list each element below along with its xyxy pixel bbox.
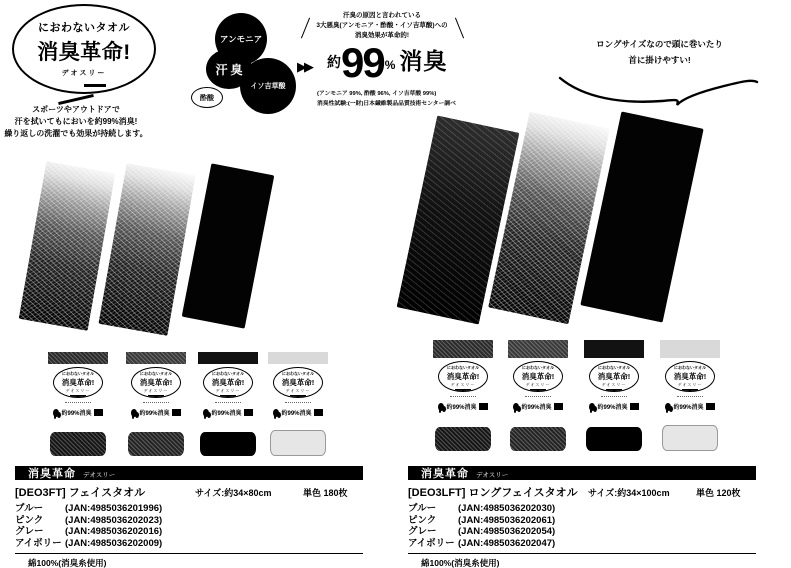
towel-photo-left-2 bbox=[98, 163, 195, 336]
color-jan: (JAN:4985036202009) bbox=[65, 537, 163, 549]
color-name: グレー bbox=[408, 526, 437, 538]
package-face-towel-ivory bbox=[268, 352, 328, 458]
package-dotted-rule bbox=[450, 396, 476, 397]
package-subtitle: デオスリー bbox=[677, 382, 703, 387]
product-band-title: 消臭革命 bbox=[421, 468, 469, 480]
headline-percent: % bbox=[384, 58, 396, 72]
package-dotted-rule bbox=[143, 402, 169, 403]
package-claim-text: 約99%消臭 bbox=[446, 405, 477, 411]
sweat-odor-circle: 汗臭 bbox=[206, 49, 252, 89]
package-claim bbox=[433, 402, 493, 411]
package-title: 消臭革命! bbox=[139, 378, 173, 387]
package-title: 消臭革命! bbox=[446, 372, 480, 381]
package-claim-text: 約99%消臭 bbox=[673, 405, 704, 411]
package-color-band bbox=[508, 340, 568, 358]
package-title: 消臭革命! bbox=[61, 378, 95, 387]
odor-circles-icon bbox=[513, 403, 519, 411]
package-color-band bbox=[126, 352, 186, 364]
package-claim-text: 約99%消臭 bbox=[597, 405, 628, 411]
package-logo-bubble bbox=[665, 361, 715, 392]
package-dotted-rule bbox=[65, 402, 91, 403]
package-towel-photo bbox=[270, 430, 326, 456]
long-size-note-line-2: 首に掛けやすい! bbox=[628, 55, 691, 66]
color-name: ブルー bbox=[408, 503, 437, 514]
color-jan: (JAN:4985036202047) bbox=[458, 537, 556, 549]
package-color-band bbox=[584, 340, 644, 358]
product-spec-row bbox=[408, 484, 756, 500]
color-name: アイボリー bbox=[15, 537, 62, 549]
product-size: サイズ:約34×100cm bbox=[588, 488, 670, 498]
test-note-line-1: (アンモニア 99%, 酢酸 96%, イソ吉草酸 99%) bbox=[317, 91, 437, 97]
color-row bbox=[408, 526, 756, 538]
caption-slash-right bbox=[455, 18, 464, 39]
product-band-title: 消臭革命 bbox=[28, 468, 76, 480]
package-towel-photo bbox=[510, 427, 566, 451]
color-name: グレー bbox=[15, 526, 44, 538]
package-logo-underline bbox=[606, 389, 622, 391]
package-logo-underline bbox=[148, 395, 164, 397]
odor-caption-line-3: 消臭効果が革命的! bbox=[354, 32, 410, 40]
product-title-band bbox=[408, 466, 756, 480]
acetic-acid-circle: 酢酸 bbox=[191, 87, 223, 108]
package-seal-mark bbox=[479, 403, 488, 410]
package-title: 消臭革命! bbox=[211, 378, 245, 387]
isovaleric-acid-circle: イソ吉草酸 bbox=[240, 58, 296, 114]
package-seal-mark bbox=[706, 403, 715, 410]
package-claim-text: 約99%消臭 bbox=[61, 411, 92, 417]
intro-description bbox=[0, 104, 152, 140]
towel-photo-left-3 bbox=[182, 163, 275, 328]
test-notes bbox=[317, 90, 456, 110]
package-subtitle: デオスリー bbox=[143, 388, 169, 393]
package-logo-underline bbox=[290, 395, 306, 397]
package-logo-bubble bbox=[589, 361, 639, 392]
deodorize-99-headline bbox=[327, 38, 448, 86]
package-tagline: におわないタオル bbox=[674, 365, 706, 370]
product-band-subtitle: デオスリー bbox=[83, 471, 116, 479]
package-towel-photo bbox=[50, 432, 106, 456]
color-name: ピンク bbox=[15, 514, 44, 526]
color-jan: (JAN:4985036202023) bbox=[65, 514, 163, 526]
test-note-line-2: 消臭性試験:(一財)日本繊維製品品質技術センター調べ bbox=[317, 100, 456, 107]
package-tagline: におわないタオル bbox=[282, 371, 314, 376]
package-claim bbox=[584, 402, 644, 411]
package-towel-photo bbox=[435, 427, 491, 451]
package-tagline: におわないタオル bbox=[62, 371, 94, 376]
package-claim bbox=[126, 408, 186, 417]
package-face-towel-pink bbox=[126, 352, 186, 458]
package-tagline: におわないタオル bbox=[140, 371, 172, 376]
package-face-towel-blue bbox=[48, 352, 108, 458]
odor-circles-icon bbox=[273, 409, 279, 417]
package-title: 消臭革命! bbox=[673, 372, 707, 381]
brand-tagline: におわないタオル bbox=[38, 22, 130, 34]
package-logo-bubble bbox=[438, 361, 488, 392]
intro-line-1: スポーツやアウトドアで bbox=[32, 105, 120, 114]
package-logo-underline bbox=[682, 389, 698, 391]
package-logo-bubble bbox=[513, 361, 563, 392]
color-name: ピンク bbox=[408, 514, 437, 526]
package-seal-mark bbox=[172, 409, 181, 416]
color-row bbox=[408, 503, 756, 515]
color-row bbox=[408, 515, 756, 527]
package-towel-photo bbox=[200, 432, 256, 456]
package-claim bbox=[198, 408, 258, 417]
odor-circles-icon bbox=[589, 403, 595, 411]
caption-slash-left bbox=[301, 18, 310, 39]
intro-line-2: 汗を拭いてもにおいを約99%消臭! bbox=[14, 117, 138, 126]
color-jan: (JAN:4985036201996) bbox=[65, 503, 163, 514]
color-row bbox=[15, 538, 363, 550]
color-jan: (JAN:4985036202016) bbox=[65, 526, 163, 538]
product-color-list bbox=[15, 503, 363, 549]
package-seal-mark bbox=[630, 403, 639, 410]
double-arrow-icon: ▶▶ bbox=[297, 59, 311, 74]
package-subtitle: デオスリー bbox=[285, 388, 311, 393]
product-title-band bbox=[15, 466, 363, 480]
package-dotted-rule bbox=[525, 396, 551, 397]
package-claim-text: 約99%消臭 bbox=[281, 411, 312, 417]
color-name: ブルー bbox=[15, 503, 44, 514]
package-color-band bbox=[660, 340, 720, 358]
color-jan: (JAN:4985036202030) bbox=[458, 503, 556, 514]
ammonia-circle: アンモニア bbox=[215, 13, 267, 65]
package-claim bbox=[268, 408, 328, 417]
odor-circles-icon bbox=[131, 409, 137, 417]
package-towel-photo bbox=[128, 432, 184, 456]
note-brace-line bbox=[556, 74, 761, 108]
package-seal-mark bbox=[314, 409, 323, 416]
package-subtitle: デオスリー bbox=[450, 382, 476, 387]
package-title: 消臭革命! bbox=[521, 372, 555, 381]
product-info-long-face-towel bbox=[408, 466, 756, 568]
package-logo-bubble bbox=[203, 367, 253, 398]
product-material: 綿100%(消臭糸使用) bbox=[28, 558, 107, 568]
odor-circles-icon bbox=[53, 409, 59, 417]
color-row bbox=[15, 526, 363, 538]
package-color-band bbox=[48, 352, 108, 364]
package-long-towel-ivory bbox=[660, 340, 720, 453]
package-dotted-rule bbox=[677, 396, 703, 397]
package-face-towel-grey bbox=[198, 352, 258, 458]
product-band-subtitle: デオスリー bbox=[476, 471, 509, 479]
product-pack-count: 単色 120枚 bbox=[696, 488, 741, 498]
package-towel-photo bbox=[586, 427, 642, 451]
product-material: 綿100%(消臭糸使用) bbox=[421, 558, 500, 568]
package-subtitle: デオスリー bbox=[65, 388, 91, 393]
headline-number: 99 bbox=[341, 38, 384, 86]
divider-line bbox=[408, 553, 756, 554]
product-spec-row bbox=[15, 484, 363, 500]
package-claim bbox=[660, 402, 720, 411]
package-towel-photo bbox=[662, 425, 718, 451]
package-title: 消臭革命! bbox=[281, 378, 315, 387]
long-size-note-line-1: ロングサイズなので頭に巻いたり bbox=[596, 39, 723, 49]
package-color-band bbox=[268, 352, 328, 364]
package-logo-underline bbox=[530, 389, 546, 391]
package-logo-underline bbox=[220, 395, 236, 397]
odor-caption-line-1: 汗臭の原因と言われている bbox=[343, 12, 421, 19]
product-pack-count: 単色 180枚 bbox=[303, 488, 348, 498]
product-info-face-towel bbox=[15, 466, 363, 568]
package-tagline: におわないタオル bbox=[522, 365, 554, 370]
package-subtitle: デオスリー bbox=[215, 388, 241, 393]
package-color-band bbox=[198, 352, 258, 364]
color-jan: (JAN:4985036202061) bbox=[458, 514, 556, 526]
package-tagline: におわないタオル bbox=[212, 371, 244, 376]
brand-underline bbox=[84, 84, 106, 87]
color-row bbox=[408, 538, 756, 550]
package-long-towel-blue bbox=[433, 340, 493, 453]
package-seal-mark bbox=[554, 403, 563, 410]
package-long-towel-pink bbox=[508, 340, 568, 453]
package-seal-mark bbox=[94, 409, 103, 416]
headline-deodorize: 消臭 bbox=[399, 48, 448, 74]
package-claim-text: 約99%消臭 bbox=[139, 411, 170, 417]
product-color-list bbox=[408, 503, 756, 549]
odor-circles-icon bbox=[438, 403, 444, 411]
package-subtitle: デオスリー bbox=[601, 382, 627, 387]
package-claim-text: 約99%消臭 bbox=[211, 411, 242, 417]
brand-speech-bubble bbox=[12, 4, 156, 94]
package-dotted-rule bbox=[285, 402, 311, 403]
product-model-name: [DEO3FT] フェイスタオル bbox=[15, 487, 146, 499]
package-logo-underline bbox=[70, 395, 86, 397]
odor-circles-icon bbox=[665, 403, 671, 411]
color-jan: (JAN:4985036202054) bbox=[458, 526, 556, 538]
brand-title: 消臭革命! bbox=[37, 41, 131, 64]
odor-circles-icon bbox=[203, 409, 209, 417]
package-claim bbox=[508, 402, 568, 411]
odor-caption bbox=[310, 11, 454, 41]
package-long-towel-grey bbox=[584, 340, 644, 453]
package-color-band bbox=[433, 340, 493, 358]
package-dotted-rule bbox=[215, 402, 241, 403]
package-title: 消臭革命! bbox=[597, 372, 631, 381]
color-name: アイボリー bbox=[408, 537, 455, 549]
package-seal-mark bbox=[244, 409, 253, 416]
package-tagline: におわないタオル bbox=[598, 365, 630, 370]
intro-line-3: 繰り返しの洗濯でも効果が持続します。 bbox=[4, 129, 148, 138]
package-subtitle: デオスリー bbox=[525, 382, 551, 387]
package-claim bbox=[48, 408, 108, 417]
package-logo-bubble bbox=[273, 367, 323, 398]
headline-about: 約 bbox=[327, 54, 341, 70]
brand-subtitle: デオスリー bbox=[61, 70, 107, 77]
package-tagline: におわないタオル bbox=[447, 365, 479, 370]
package-logo-bubble bbox=[53, 367, 103, 398]
long-size-note bbox=[552, 36, 767, 68]
package-logo-bubble bbox=[131, 367, 181, 398]
product-size: サイズ:約34×80cm bbox=[195, 488, 272, 498]
package-claim-text: 約99%消臭 bbox=[521, 405, 552, 411]
color-row bbox=[15, 503, 363, 515]
package-logo-underline bbox=[455, 389, 471, 391]
color-row bbox=[15, 515, 363, 527]
odor-caption-line-2: 3大悪臭(アンモニア・酢酸・イソ吉草酸)への bbox=[316, 22, 448, 30]
package-dotted-rule bbox=[601, 396, 627, 397]
product-model-name: [DEO3LFT] ロングフェイスタオル bbox=[408, 487, 578, 499]
divider-line bbox=[15, 553, 363, 554]
